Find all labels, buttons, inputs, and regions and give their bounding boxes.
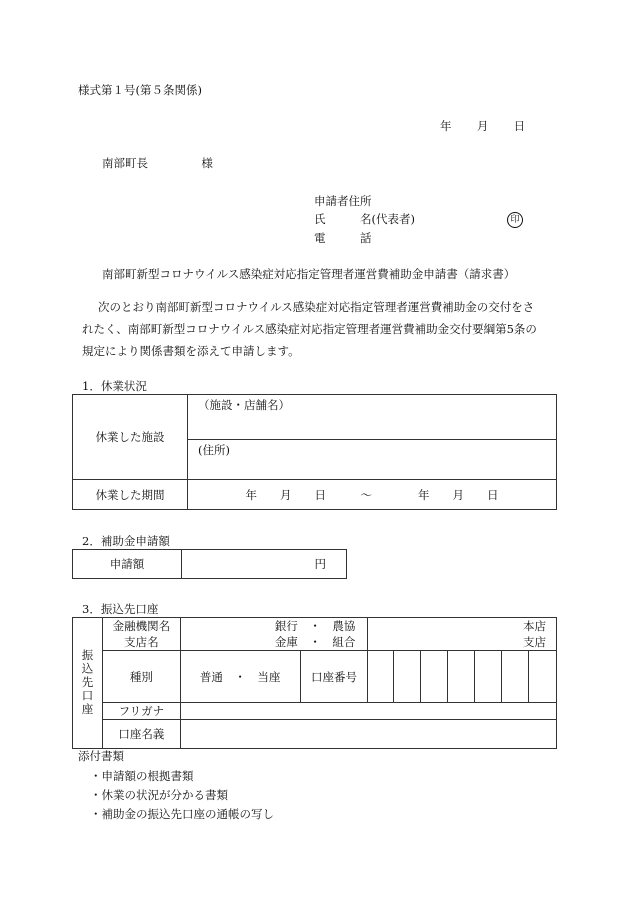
bank-label-cell [102, 618, 180, 651]
kind-label: 種別 [102, 651, 180, 703]
facility-name-hint: （施設・店舗名） [198, 398, 290, 412]
period-label: 休業した期間 [73, 480, 188, 510]
account-digit-1[interactable] [368, 651, 394, 703]
account-no-label: 口座番号 [300, 651, 368, 703]
form-number: 様式第１号(第５条関係) [78, 83, 202, 97]
date-year: 年 [440, 119, 452, 133]
account-digit-2[interactable] [394, 651, 421, 703]
branch-label: 支店名 [124, 635, 159, 649]
applicant-phone-label: 電 話 [314, 231, 372, 245]
branch-name-cell[interactable] [368, 618, 557, 651]
attachments-heading: 添付書類 [78, 749, 124, 763]
attachment-item-3: ・補助金の振込先口座の通帳の写し [90, 807, 274, 821]
holder-cell[interactable] [180, 720, 556, 749]
kind-options[interactable]: 普通 ・ 当座 [180, 651, 300, 703]
attachment-item-1: ・申請額の根拠書類 [90, 769, 194, 783]
section1-heading: 1．休業状況 [82, 379, 147, 393]
body-line-2: れたく、南部町新型コロナウイルス感染症対応指定管理者運営費補助金交付要綱第5条の [82, 322, 537, 336]
addressee [102, 155, 213, 171]
facility-name-cell[interactable] [188, 395, 557, 440]
account-side-label [73, 618, 103, 749]
closure-table [72, 394, 557, 510]
bank-name-cell[interactable] [180, 618, 368, 651]
account-digit-4[interactable] [448, 651, 475, 703]
applicant-address-label: 申請者住所 [314, 194, 372, 208]
address-hint: (住所) [198, 443, 230, 457]
account-digit-6[interactable] [502, 651, 529, 703]
account-digit-3[interactable] [421, 651, 448, 703]
furigana-cell[interactable] [180, 703, 556, 720]
amount-table [72, 549, 347, 579]
amount-cell[interactable] [182, 550, 347, 579]
account-digit-7[interactable] [528, 651, 556, 703]
attachment-item-2: ・休業の状況が分かる書類 [90, 788, 228, 802]
bank-label: 金融機関名 [112, 619, 171, 633]
amount-unit: 円 [314, 557, 326, 571]
section3-heading: 3．振込先口座 [82, 602, 159, 616]
holder-label: 口座名義 [102, 720, 180, 749]
account-digit-5[interactable] [475, 651, 502, 703]
addressee-name: 南部町長 [102, 156, 148, 170]
date-month: 月 [476, 119, 489, 133]
head-office: 本店 [523, 619, 546, 633]
section2-heading: 2．補助金申請額 [82, 534, 170, 548]
seal-mark [507, 211, 523, 228]
facility-label: 休業した施設 [73, 395, 188, 480]
account-side-text: 振込先口座 [80, 649, 95, 717]
facility-address-cell[interactable] [188, 440, 557, 480]
amount-label: 申請額 [73, 550, 182, 579]
bank-types: 銀行 ・ 農協 [274, 619, 356, 633]
applicant-name-label: 氏 名(代表者) [314, 212, 415, 226]
period-cell[interactable]: 年 月 日 ～ 年 月 日 [188, 480, 557, 510]
document-title: 南部町新型コロナウイルス感染症対応指定管理者運営費補助金申請書（請求書） [102, 267, 516, 281]
body-line-3: 規定により関係書類を添えて申請します。 [82, 344, 300, 358]
date-day: 日 [513, 119, 526, 133]
addressee-honorific: 様 [201, 156, 213, 170]
seal-text: 印 [507, 212, 523, 228]
bank-table [72, 617, 557, 749]
branch-office: 支店 [523, 635, 546, 649]
branch-types: 金庫 ・ 組合 [274, 635, 356, 649]
date-line [440, 118, 525, 134]
furigana-label: フリガナ [102, 703, 180, 720]
body-line-1: 次のとおり南部町新型コロナウイルス感染症対応指定管理者運営費補助金の交付をさ [98, 300, 535, 314]
